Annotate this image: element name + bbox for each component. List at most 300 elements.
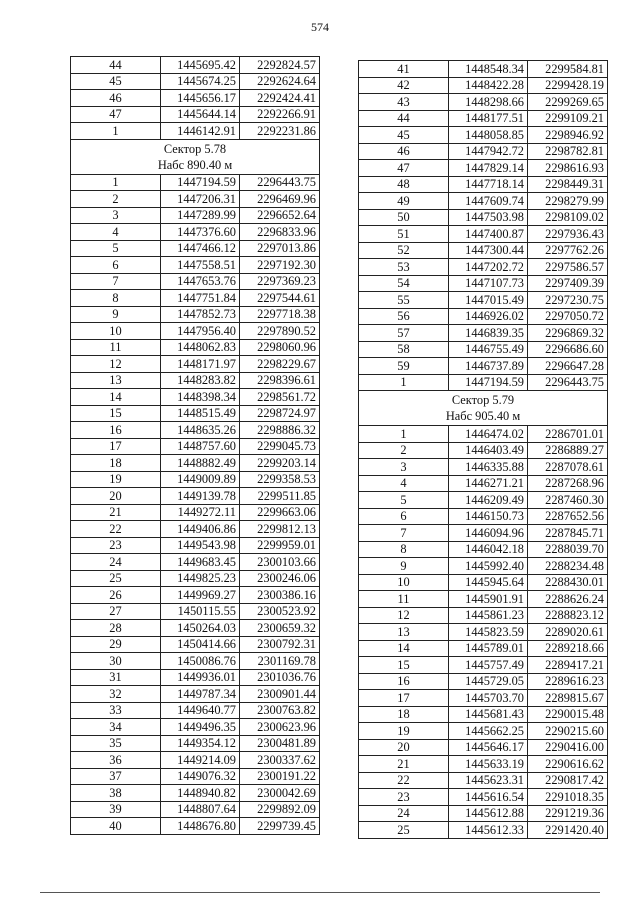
- table-row: [71, 174, 320, 191]
- point-number-cell: 32: [71, 686, 161, 703]
- y-coordinate-cell: 2292824.57: [240, 57, 320, 74]
- table-row: [359, 558, 608, 575]
- y-coordinate-cell: 2299663.06: [240, 504, 320, 521]
- y-coordinate-cell: 2298449.31: [528, 176, 608, 193]
- y-coordinate-cell: 2289815.67: [528, 690, 608, 707]
- y-coordinate-cell: 2301169.78: [240, 653, 320, 670]
- table-row: [71, 554, 320, 571]
- table-row: [71, 719, 320, 736]
- x-coordinate-cell: 1447015.49: [449, 292, 528, 309]
- table-row: [359, 574, 608, 591]
- y-coordinate-cell: 2298561.72: [240, 389, 320, 406]
- sector-header-row: [359, 391, 608, 426]
- y-coordinate-cell: 2298782.81: [528, 143, 608, 160]
- y-coordinate-cell: 2290015.48: [528, 706, 608, 723]
- y-coordinate-cell: 2296833.96: [240, 224, 320, 241]
- table-row: [359, 110, 608, 127]
- y-coordinate-cell: 2297409.39: [528, 275, 608, 292]
- point-number-cell: 51: [359, 226, 449, 243]
- sector-title: Сектор 5.78: [163, 141, 227, 156]
- table-row: [71, 488, 320, 505]
- x-coordinate-cell: 1449936.01: [161, 669, 240, 686]
- y-coordinate-cell: 2289020.61: [528, 624, 608, 641]
- point-number-cell: 23: [359, 789, 449, 806]
- x-coordinate-cell: 1450086.76: [161, 653, 240, 670]
- table-row: [71, 504, 320, 521]
- table-row: [71, 290, 320, 307]
- sector-height: Набс 905.40 м: [445, 409, 521, 423]
- x-coordinate-cell: 1449496.35: [161, 719, 240, 736]
- point-number-cell: 27: [71, 603, 161, 620]
- y-coordinate-cell: 2290616.62: [528, 756, 608, 773]
- x-coordinate-cell: 1448283.82: [161, 372, 240, 389]
- x-coordinate-cell: 1447300.44: [449, 242, 528, 259]
- x-coordinate-cell: 1447107.73: [449, 275, 528, 292]
- x-coordinate-cell: 1445623.31: [449, 772, 528, 789]
- table-row: [359, 591, 608, 608]
- sector-header: [71, 139, 320, 174]
- y-coordinate-cell: 2300792.31: [240, 636, 320, 653]
- x-coordinate-cell: 1447400.87: [449, 226, 528, 243]
- table-row: [359, 143, 608, 160]
- x-coordinate-cell: 1445823.59: [449, 624, 528, 641]
- x-coordinate-cell: 1448807.64: [161, 801, 240, 818]
- x-coordinate-cell: 1449640.77: [161, 702, 240, 719]
- x-coordinate-cell: 1447852.73: [161, 306, 240, 323]
- table-row: [71, 372, 320, 389]
- point-number-cell: 5: [71, 240, 161, 257]
- y-coordinate-cell: 2299812.13: [240, 521, 320, 538]
- point-number-cell: 24: [71, 554, 161, 571]
- x-coordinate-cell: 1449272.11: [161, 504, 240, 521]
- y-coordinate-cell: 2298396.61: [240, 372, 320, 389]
- point-number-cell: 4: [359, 475, 449, 492]
- point-number-cell: 18: [71, 455, 161, 472]
- y-coordinate-cell: 2298109.02: [528, 209, 608, 226]
- y-coordinate-cell: 2300103.66: [240, 554, 320, 571]
- table-row: [359, 226, 608, 243]
- x-coordinate-cell: 1445646.17: [449, 739, 528, 756]
- x-coordinate-cell: 1447503.98: [449, 209, 528, 226]
- x-coordinate-cell: 1447194.59: [161, 174, 240, 191]
- sector-title: Сектор 5.79: [451, 393, 515, 407]
- table-row: [359, 459, 608, 476]
- point-number-cell: 9: [359, 558, 449, 575]
- x-coordinate-cell: 1446737.89: [449, 358, 528, 375]
- x-coordinate-cell: 1449214.09: [161, 752, 240, 769]
- table-row: [71, 422, 320, 439]
- x-coordinate-cell: 1447558.51: [161, 257, 240, 274]
- point-number-cell: 48: [359, 176, 449, 193]
- table-row: [359, 308, 608, 325]
- table-row: [71, 587, 320, 604]
- point-number-cell: 25: [359, 822, 449, 839]
- x-coordinate-cell: 1448298.66: [449, 94, 528, 111]
- point-number-cell: 2: [71, 191, 161, 208]
- y-coordinate-cell: 2296869.32: [528, 325, 608, 342]
- y-coordinate-cell: 2287078.61: [528, 459, 608, 476]
- x-coordinate-cell: 1447751.84: [161, 290, 240, 307]
- point-number-cell: 47: [71, 106, 161, 123]
- y-coordinate-cell: 2291219.36: [528, 805, 608, 822]
- y-coordinate-cell: 2296443.75: [528, 374, 608, 391]
- table-row: [71, 752, 320, 769]
- x-coordinate-cell: 1445695.42: [161, 57, 240, 74]
- table-row: [71, 273, 320, 290]
- y-coordinate-cell: 2298229.67: [240, 356, 320, 373]
- table-row: [359, 209, 608, 226]
- x-coordinate-cell: 1447202.72: [449, 259, 528, 276]
- point-number-cell: 19: [71, 471, 161, 488]
- point-number-cell: 4: [71, 224, 161, 241]
- y-coordinate-cell: 2296443.75: [240, 174, 320, 191]
- table-row: [71, 702, 320, 719]
- x-coordinate-cell: 1445644.14: [161, 106, 240, 123]
- x-coordinate-cell: 1446094.96: [449, 525, 528, 542]
- table-row: [71, 735, 320, 752]
- y-coordinate-cell: 2296652.64: [240, 207, 320, 224]
- table-row: [359, 127, 608, 144]
- point-number-cell: 34: [71, 719, 161, 736]
- point-number-cell: 19: [359, 723, 449, 740]
- x-coordinate-cell: 1445612.88: [449, 805, 528, 822]
- x-coordinate-cell: 1446209.49: [449, 492, 528, 509]
- table-row: [359, 690, 608, 707]
- point-number-cell: 11: [71, 339, 161, 356]
- point-number-cell: 22: [359, 772, 449, 789]
- point-number-cell: 57: [359, 325, 449, 342]
- y-coordinate-cell: 2299959.01: [240, 537, 320, 554]
- table-row: [359, 772, 608, 789]
- y-coordinate-cell: 2298060.96: [240, 339, 320, 356]
- y-coordinate-cell: 2300337.62: [240, 752, 320, 769]
- table-row: [71, 636, 320, 653]
- y-coordinate-cell: 2288430.01: [528, 574, 608, 591]
- x-coordinate-cell: 1445729.05: [449, 673, 528, 690]
- point-number-cell: 2: [359, 442, 449, 459]
- y-coordinate-cell: 2300901.44: [240, 686, 320, 703]
- y-coordinate-cell: 2299203.14: [240, 455, 320, 472]
- point-number-cell: 1: [359, 374, 449, 391]
- x-coordinate-cell: 1447289.99: [161, 207, 240, 224]
- point-number-cell: 24: [359, 805, 449, 822]
- x-coordinate-cell: 1446926.02: [449, 308, 528, 325]
- x-coordinate-cell: 1445612.33: [449, 822, 528, 839]
- point-number-cell: 11: [359, 591, 449, 608]
- y-coordinate-cell: 2298279.99: [528, 193, 608, 210]
- point-number-cell: 15: [71, 405, 161, 422]
- table-row: [359, 292, 608, 309]
- y-coordinate-cell: 2288234.48: [528, 558, 608, 575]
- table-row: [71, 257, 320, 274]
- x-coordinate-cell: 1445662.25: [449, 723, 528, 740]
- point-number-cell: 15: [359, 657, 449, 674]
- x-coordinate-cell: 1445789.01: [449, 640, 528, 657]
- x-coordinate-cell: 1445757.49: [449, 657, 528, 674]
- point-number-cell: 31: [71, 669, 161, 686]
- table-row: [71, 389, 320, 406]
- y-coordinate-cell: 2296686.60: [528, 341, 608, 358]
- table-row: [359, 789, 608, 806]
- y-coordinate-cell: 2297586.57: [528, 259, 608, 276]
- x-coordinate-cell: 1448171.97: [161, 356, 240, 373]
- table-row: [359, 508, 608, 525]
- coordinates-table-right: [358, 60, 608, 839]
- x-coordinate-cell: 1447466.12: [161, 240, 240, 257]
- point-number-cell: 14: [71, 389, 161, 406]
- point-number-cell: 20: [71, 488, 161, 505]
- point-number-cell: 49: [359, 193, 449, 210]
- point-number-cell: 29: [71, 636, 161, 653]
- point-number-cell: 25: [71, 570, 161, 587]
- point-number-cell: 53: [359, 259, 449, 276]
- x-coordinate-cell: 1445901.91: [449, 591, 528, 608]
- y-coordinate-cell: 2287268.96: [528, 475, 608, 492]
- x-coordinate-cell: 1445674.25: [161, 73, 240, 90]
- point-number-cell: 36: [71, 752, 161, 769]
- y-coordinate-cell: 2299269.65: [528, 94, 608, 111]
- point-number-cell: 45: [71, 73, 161, 90]
- table-row: [359, 739, 608, 756]
- point-number-cell: 47: [359, 160, 449, 177]
- y-coordinate-cell: 2287652.56: [528, 508, 608, 525]
- point-number-cell: 14: [359, 640, 449, 657]
- x-coordinate-cell: 1449787.34: [161, 686, 240, 703]
- point-number-cell: 17: [359, 690, 449, 707]
- table-row: [359, 61, 608, 78]
- table-row: [71, 106, 320, 123]
- point-number-cell: 43: [359, 94, 449, 111]
- y-coordinate-cell: 2299739.45: [240, 818, 320, 835]
- x-coordinate-cell: 1446271.21: [449, 475, 528, 492]
- point-number-cell: 10: [71, 323, 161, 340]
- table-row: [359, 193, 608, 210]
- y-coordinate-cell: 2299428.19: [528, 77, 608, 94]
- coordinates-table-left: [70, 56, 320, 835]
- y-coordinate-cell: 2289417.21: [528, 657, 608, 674]
- table-row: [71, 207, 320, 224]
- x-coordinate-cell: 1448882.49: [161, 455, 240, 472]
- x-coordinate-cell: 1446042.18: [449, 541, 528, 558]
- y-coordinate-cell: 2297369.23: [240, 273, 320, 290]
- point-number-cell: 59: [359, 358, 449, 375]
- y-coordinate-cell: 2301036.76: [240, 669, 320, 686]
- y-coordinate-cell: 2299358.53: [240, 471, 320, 488]
- table-row: [71, 224, 320, 241]
- table-row: [71, 521, 320, 538]
- table-row: [359, 706, 608, 723]
- y-coordinate-cell: 2300042.69: [240, 785, 320, 802]
- point-number-cell: 13: [359, 624, 449, 641]
- x-coordinate-cell: 1446474.02: [449, 426, 528, 443]
- table-row: [71, 768, 320, 785]
- y-coordinate-cell: 2300523.92: [240, 603, 320, 620]
- y-coordinate-cell: 2297890.52: [240, 323, 320, 340]
- sector-header-row: [71, 139, 320, 174]
- x-coordinate-cell: 1446755.49: [449, 341, 528, 358]
- y-coordinate-cell: 2291018.35: [528, 789, 608, 806]
- x-coordinate-cell: 1450264.03: [161, 620, 240, 637]
- table-row: [71, 653, 320, 670]
- y-coordinate-cell: 2298724.97: [240, 405, 320, 422]
- x-coordinate-cell: 1448676.80: [161, 818, 240, 835]
- table-row: [359, 374, 608, 391]
- table-row: [359, 94, 608, 111]
- y-coordinate-cell: 2300246.06: [240, 570, 320, 587]
- point-number-cell: 37: [71, 768, 161, 785]
- point-number-cell: 16: [359, 673, 449, 690]
- table-row: [71, 438, 320, 455]
- table-row: [71, 686, 320, 703]
- x-coordinate-cell: 1445992.40: [449, 558, 528, 575]
- x-coordinate-cell: 1445616.54: [449, 789, 528, 806]
- table-row: [359, 822, 608, 839]
- point-number-cell: 28: [71, 620, 161, 637]
- table-row: [359, 358, 608, 375]
- x-coordinate-cell: 1450115.55: [161, 603, 240, 620]
- table-row: [71, 471, 320, 488]
- point-number-cell: 21: [359, 756, 449, 773]
- table-row: [71, 818, 320, 835]
- point-number-cell: 7: [359, 525, 449, 542]
- y-coordinate-cell: 2292266.91: [240, 106, 320, 123]
- sector-header: [359, 391, 608, 426]
- y-coordinate-cell: 2297936.43: [528, 226, 608, 243]
- y-coordinate-cell: 2298616.93: [528, 160, 608, 177]
- x-coordinate-cell: 1448058.85: [449, 127, 528, 144]
- y-coordinate-cell: 2291420.40: [528, 822, 608, 839]
- point-number-cell: 8: [71, 290, 161, 307]
- y-coordinate-cell: 2292624.64: [240, 73, 320, 90]
- point-number-cell: 46: [71, 90, 161, 107]
- y-coordinate-cell: 2286701.01: [528, 426, 608, 443]
- y-coordinate-cell: 2289218.66: [528, 640, 608, 657]
- x-coordinate-cell: 1448177.51: [449, 110, 528, 127]
- sector-height: Набс 890.40 м: [157, 157, 233, 172]
- table-row: [359, 77, 608, 94]
- y-coordinate-cell: 2300386.16: [240, 587, 320, 604]
- point-number-cell: 20: [359, 739, 449, 756]
- point-number-cell: 13: [71, 372, 161, 389]
- point-number-cell: 30: [71, 653, 161, 670]
- table-row: [71, 191, 320, 208]
- y-coordinate-cell: 2297544.61: [240, 290, 320, 307]
- point-number-cell: 9: [71, 306, 161, 323]
- point-number-cell: 44: [359, 110, 449, 127]
- point-number-cell: 50: [359, 209, 449, 226]
- point-number-cell: 1: [71, 123, 161, 140]
- x-coordinate-cell: 1449825.23: [161, 570, 240, 587]
- point-number-cell: 22: [71, 521, 161, 538]
- table-row: [359, 325, 608, 342]
- table-row: [359, 756, 608, 773]
- point-number-cell: 39: [71, 801, 161, 818]
- x-coordinate-cell: 1448548.34: [449, 61, 528, 78]
- y-coordinate-cell: 2287460.30: [528, 492, 608, 509]
- table-row: [359, 426, 608, 443]
- table-row: [71, 537, 320, 554]
- point-number-cell: 58: [359, 341, 449, 358]
- x-coordinate-cell: 1448940.82: [161, 785, 240, 802]
- table-row: [359, 176, 608, 193]
- y-coordinate-cell: 2289616.23: [528, 673, 608, 690]
- x-coordinate-cell: 1447653.76: [161, 273, 240, 290]
- point-number-cell: 7: [71, 273, 161, 290]
- point-number-cell: 52: [359, 242, 449, 259]
- x-coordinate-cell: 1448062.83: [161, 339, 240, 356]
- x-coordinate-cell: 1445656.17: [161, 90, 240, 107]
- x-coordinate-cell: 1448515.49: [161, 405, 240, 422]
- y-coordinate-cell: 2288626.24: [528, 591, 608, 608]
- x-coordinate-cell: 1447956.40: [161, 323, 240, 340]
- point-number-cell: 54: [359, 275, 449, 292]
- table-row: [71, 123, 320, 140]
- point-number-cell: 33: [71, 702, 161, 719]
- table-row: [359, 442, 608, 459]
- x-coordinate-cell: 1445703.70: [449, 690, 528, 707]
- table-row: [359, 525, 608, 542]
- table-row: [359, 640, 608, 657]
- point-number-cell: 1: [71, 174, 161, 191]
- x-coordinate-cell: 1446839.35: [449, 325, 528, 342]
- table-row: [359, 341, 608, 358]
- y-coordinate-cell: 2297230.75: [528, 292, 608, 309]
- y-coordinate-cell: 2299892.09: [240, 801, 320, 818]
- x-coordinate-cell: 1448635.26: [161, 422, 240, 439]
- table-row: [71, 405, 320, 422]
- point-number-cell: 18: [359, 706, 449, 723]
- y-coordinate-cell: 2287845.71: [528, 525, 608, 542]
- y-coordinate-cell: 2299109.21: [528, 110, 608, 127]
- table-row: [71, 306, 320, 323]
- point-number-cell: 26: [71, 587, 161, 604]
- x-coordinate-cell: 1449076.32: [161, 768, 240, 785]
- table-row: [71, 455, 320, 472]
- x-coordinate-cell: 1449406.86: [161, 521, 240, 538]
- point-number-cell: 35: [71, 735, 161, 752]
- table-row: [359, 541, 608, 558]
- y-coordinate-cell: 2292424.41: [240, 90, 320, 107]
- y-coordinate-cell: 2286889.27: [528, 442, 608, 459]
- table-row: [71, 620, 320, 637]
- y-coordinate-cell: 2290817.42: [528, 772, 608, 789]
- y-coordinate-cell: 2298946.92: [528, 127, 608, 144]
- point-number-cell: 12: [359, 607, 449, 624]
- table-row: [71, 323, 320, 340]
- table-row: [71, 240, 320, 257]
- x-coordinate-cell: 1447194.59: [449, 374, 528, 391]
- point-number-cell: 21: [71, 504, 161, 521]
- x-coordinate-cell: 1449354.12: [161, 735, 240, 752]
- table-row: [359, 673, 608, 690]
- y-coordinate-cell: 2297762.26: [528, 242, 608, 259]
- table-row: [359, 657, 608, 674]
- x-coordinate-cell: 1449543.98: [161, 537, 240, 554]
- point-number-cell: 10: [359, 574, 449, 591]
- y-coordinate-cell: 2297192.30: [240, 257, 320, 274]
- table-row: [359, 259, 608, 276]
- table-row: [359, 492, 608, 509]
- x-coordinate-cell: 1449139.78: [161, 488, 240, 505]
- point-number-cell: 40: [71, 818, 161, 835]
- y-coordinate-cell: 2297718.38: [240, 306, 320, 323]
- point-number-cell: 12: [71, 356, 161, 373]
- point-number-cell: 45: [359, 127, 449, 144]
- x-coordinate-cell: 1448422.28: [449, 77, 528, 94]
- x-coordinate-cell: 1445861.23: [449, 607, 528, 624]
- table-row: [71, 90, 320, 107]
- x-coordinate-cell: 1447718.14: [449, 176, 528, 193]
